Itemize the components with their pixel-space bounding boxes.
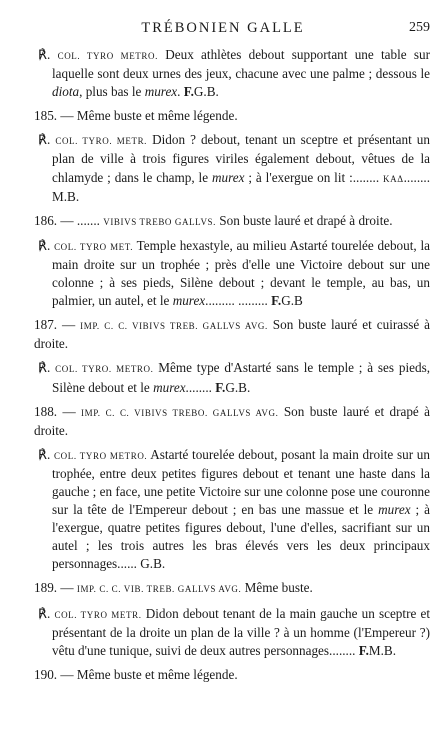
- text-run: Didon ? debout, tenant un sceptre et présentant un plan de ville à trois figures viriles également debout, vêtues de la chlamyde ; dans le champ, le: [52, 132, 430, 185]
- text-run: Son buste lauré et cuirassé à droite.: [34, 317, 430, 352]
- text-run: ℟.: [38, 132, 56, 148]
- catalogue-text: [34, 46, 430, 690]
- collection-mark: F.: [215, 379, 226, 395]
- coin-obverse-entry: [34, 316, 430, 353]
- legend-text: COL. TYRO METRO.: [54, 450, 148, 461]
- text-run: Son buste lauré et drapé à droite.: [34, 403, 430, 438]
- coin-obverse-entry: [34, 579, 430, 598]
- legend-text: ΚΑΔ: [383, 173, 404, 184]
- running-title: TRÉBONIEN GALLE: [141, 20, 305, 36]
- coin-obverse-entry: [34, 107, 430, 125]
- text-run: 190. — Même buste et même légende.: [34, 666, 238, 682]
- text-run: G.B.: [193, 84, 219, 100]
- coin-obverse-entry: [34, 403, 430, 440]
- italic-term: diota: [52, 84, 80, 100]
- legend-text: COL. TYRO METRO.: [57, 51, 158, 61]
- coin-reverse-description: [34, 359, 430, 396]
- legend-text: COL. TYRO METR.: [54, 609, 142, 620]
- text-run: 185. — Même buste et même légende.: [34, 108, 238, 124]
- text-run: 188. —: [34, 403, 81, 419]
- text-run: ........: [185, 379, 216, 395]
- coin-reverse-description: [34, 131, 430, 205]
- text-run: ℟.: [38, 360, 56, 376]
- coin-reverse-description: [34, 46, 430, 101]
- collection-mark: F.: [183, 84, 194, 100]
- legend-text: VIBIVS TREBO GALLVS.: [103, 216, 216, 227]
- text-run: G.B: [281, 293, 303, 309]
- text-run: , plus bas le: [79, 84, 145, 100]
- coin-reverse-description: [34, 237, 430, 310]
- coin-reverse-description: [34, 605, 430, 660]
- legend-text: IMP. C. C. VIB. TREB. GALLVS AVG.: [76, 584, 242, 595]
- italic-term: murex: [211, 169, 245, 185]
- page-number: 259: [409, 20, 430, 35]
- text-run: Même buste.: [241, 580, 313, 596]
- text-run: 186. — .......: [34, 212, 104, 228]
- italic-term: murex: [172, 293, 206, 309]
- text-run: Même type d'Astarté sans le temple ; à ses pieds, Silène debout et le: [52, 360, 430, 395]
- text-run: ℟.: [38, 237, 55, 253]
- italic-term: murex: [144, 84, 178, 100]
- legend-text: COL. TYRO. METRO.: [55, 364, 154, 375]
- legend-text: IMP. C. C. VIBIVS TREB. GALLVS AVG.: [80, 321, 268, 332]
- text-run: ......... .........: [205, 293, 272, 309]
- text-run: ℟.: [38, 47, 58, 62]
- coin-reverse-description: [34, 446, 430, 574]
- italic-term: murex: [378, 502, 411, 518]
- coin-obverse-entry: [34, 666, 430, 684]
- text-run: Son buste lauré et drapé à droite.: [216, 212, 393, 228]
- collection-mark: F.: [358, 642, 369, 658]
- text-run: G.B.: [225, 379, 251, 395]
- coin-obverse-entry: [34, 212, 430, 231]
- text-run: .: [177, 84, 184, 100]
- text-run: 187. —: [34, 317, 81, 333]
- page-header: [0, 20, 446, 38]
- text-run: 189. —: [34, 580, 77, 596]
- text-run: M.B.: [368, 642, 396, 658]
- text-run: ; à l'exergue on lit :........: [244, 169, 384, 185]
- text-run: ℟.: [38, 605, 55, 621]
- text-run: Deux athlètes debout supportant une table sur laquelle sont deux urnes des jeux, chacune avec une palme ; dessous le: [52, 47, 430, 82]
- text-run: ........ M.B.: [52, 169, 430, 204]
- legend-text: IMP. C. C. VIBIVS TREBO. GALLVS AVG.: [81, 407, 279, 418]
- text-run: Didon debout tenant de la main gauche un sceptre et présentant de la droite un plan de la ville ? à un homme (l'Empereur ?) vêtu d'une tunique, suivi de deux autres personnages........: [52, 605, 430, 658]
- text-run: Temple hexastyle, au milieu Astarté tourelée debout, la main droite sur un trophée ; près d'elle une Victoire debout sur une colonne ; à ses pieds, Silène debout ; devant le temple, au bas, un palmier, un autel, et le: [52, 237, 430, 309]
- text-run: Astarté tourelée debout, posant la main droite sur un trophée, entre deux petites figures debout et tenant une haste dans la gauche ; en face, une petite Victoire sur une colonne pose une couronne sur la tête de l'Empereur debout ; en bas une massue et le: [52, 446, 430, 518]
- italic-term: murex: [153, 379, 186, 395]
- text-run: ; à l'exergue, quatre petites figures debout, l'une d'elles, sacrifiant sur un autel ; les trois autres les bras élevés vers les deux principaux personnages...... G.B.: [52, 502, 430, 572]
- collection-mark: F.: [271, 293, 282, 309]
- text-run: ℟.: [38, 446, 55, 462]
- legend-text: COL. TYRO MET.: [54, 241, 134, 252]
- legend-text: COL. TYRO. METR.: [55, 136, 148, 147]
